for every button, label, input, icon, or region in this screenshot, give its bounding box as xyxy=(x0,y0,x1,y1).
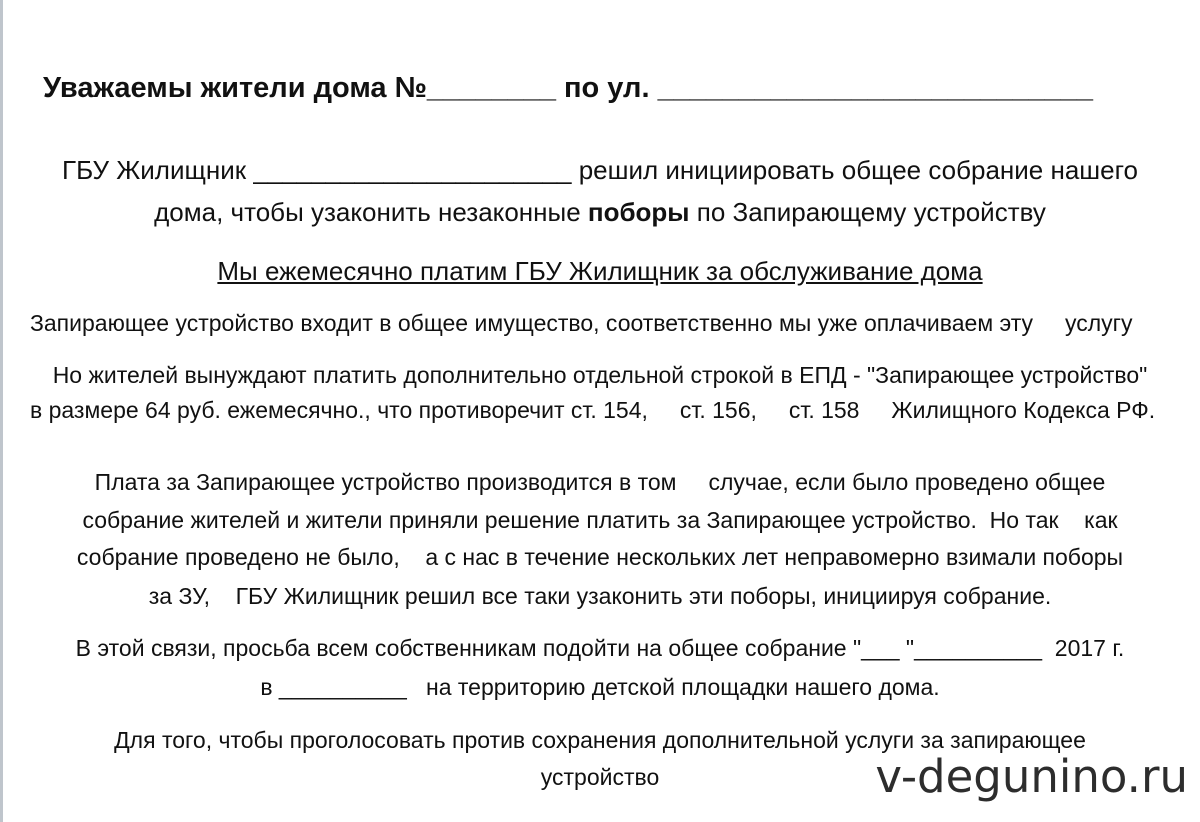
paragraph-4-line-2: в __________ на территорию детской площадки нашего дома. xyxy=(260,674,940,700)
intro-line-2 xyxy=(0,199,1200,225)
intro-text-after: по Запирающему устройству xyxy=(689,197,1046,227)
paragraph-5-line-1: Для того, чтобы проголосовать против сохранения дополнительной услуги за запирающее xyxy=(114,727,1086,753)
paragraph-3-line-2: собрание жителей и жители приняли решение платить за Запирающее устройство. Но так как xyxy=(82,507,1118,533)
site-watermark: v-degunino.ru xyxy=(875,750,1188,803)
intro-bold-word: поборы xyxy=(587,197,690,227)
paragraph-5-line-2: устройство xyxy=(540,764,660,790)
paragraph-3-line-4: за ЗУ, ГБУ Жилищник решил все таки узаконить эти поборы, инициируя собрание. xyxy=(148,583,1052,609)
paragraph-2-line-2: в размере 64 руб. ежемесячно., что противоречит ст. 154, ст. 156, ст. 158 Жилищного Кодекса РФ. xyxy=(30,397,1156,423)
notice-title: Уважаемы жители дома №________ по ул. ___________________________ xyxy=(43,72,1094,104)
paragraph-3-line-3: собрание проведено не было, а с нас в течение нескольких лет неправомерно взимали поборы xyxy=(76,544,1124,570)
intro-text-before: дома, чтобы узаконить незаконные xyxy=(154,197,588,227)
paragraph-3-line-1: Плата за Запирающее устройство производится в том случае, если было проведено общее xyxy=(94,469,1106,495)
subheading: Мы ежемесячно платим ГБУ Жилищник за обслуживание дома xyxy=(217,256,983,286)
paragraph-1: Запирающее устройство входит в общее имущество, соответственно мы уже оплачиваем эту услугу xyxy=(30,310,1133,336)
paragraph-2-line-1: Но жителей вынуждают платить дополнительно отдельной строкой в ЕПД - "Запирающее устройство" xyxy=(52,362,1148,388)
intro-line-1: ГБУ Жилищник ______________________ решил инициировать общее собрание нашего xyxy=(61,155,1138,185)
paragraph-4-line-1: В этой связи, просьба всем собственникам подойти на общее собрание "___ "__________ 2017 г. xyxy=(75,635,1125,661)
